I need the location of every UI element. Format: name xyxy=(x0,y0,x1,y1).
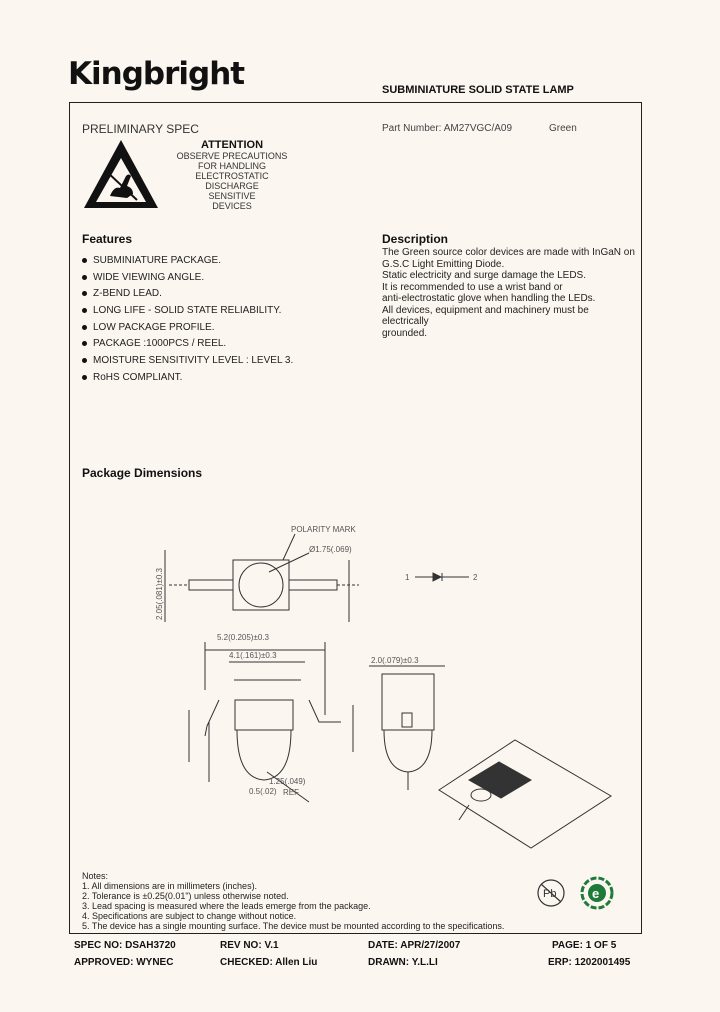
label-width: 2.0(.079)±0.3 xyxy=(371,656,419,665)
description-line: anti-electrostatic glove when handling the LEDs. xyxy=(382,293,596,304)
left-lead xyxy=(189,580,233,590)
label-lead-width: 0.5(.02) xyxy=(249,787,277,796)
label-reference: REF xyxy=(283,788,299,797)
side-view-body xyxy=(235,700,293,730)
notes-block xyxy=(82,871,504,931)
bullet-icon xyxy=(82,341,87,346)
company-logo: Kingbright xyxy=(68,56,245,92)
side-left-lead xyxy=(205,700,219,736)
revision-number: REV NO: V.1 xyxy=(220,940,279,951)
side-view-lens xyxy=(237,730,291,780)
drawn-by: DRAWN: Y.L.LI xyxy=(368,957,438,968)
top-view-lens xyxy=(239,563,283,607)
label-pitch: 2.05(.081)±0.3 xyxy=(155,568,164,620)
note-line: 1. All dimensions are in millimeters (inches). xyxy=(82,881,258,891)
preliminary-spec-label: PRELIMINARY SPEC xyxy=(82,122,199,136)
part-color: Green xyxy=(549,123,577,134)
bullet-icon xyxy=(82,325,87,330)
note-line: 2. Tolerance is ±0.25(0.01") unless otherwise noted. xyxy=(82,891,289,901)
list-item: LOW PACKAGE PROFILE. xyxy=(82,319,352,336)
svg-text:e: e xyxy=(592,886,600,901)
list-item: MOISTURE SENSITIVITY LEVEL : LEVEL 3. xyxy=(82,352,352,369)
description-line: G.S.C Light Emitting Diode. xyxy=(382,258,505,270)
spec-number: SPEC NO: DSAH3720 xyxy=(74,940,176,951)
isometric-body xyxy=(469,762,531,798)
pb-free-icon xyxy=(538,880,564,906)
isometric-pad xyxy=(439,740,611,848)
end-view-lens xyxy=(384,730,432,772)
date: DATE: APR/27/2007 xyxy=(368,940,461,951)
note-line: 3. Lead spacing is measured where the leads emerge from the package. xyxy=(82,901,371,911)
bullet-icon xyxy=(82,291,87,296)
end-view-lead xyxy=(402,713,412,727)
list-item: WIDE VIEWING ANGLE. xyxy=(82,269,352,286)
compliance-marks xyxy=(534,876,618,910)
description-text xyxy=(382,247,637,339)
bullet-icon xyxy=(82,308,87,313)
description-line: The Green source color devices are made with InGaN on xyxy=(382,247,635,258)
attention-title: ATTENTION xyxy=(200,139,264,151)
bullet-icon xyxy=(82,358,87,363)
note-line: 4. Specifications are subject to change without notice. xyxy=(82,911,297,921)
attention-block xyxy=(165,139,299,211)
part-number: Part Number: AM27VGC/A09 xyxy=(382,123,513,134)
list-item: SUBMINIATURE PACKAGE. xyxy=(82,252,352,269)
list-item: LONG LIFE - SOLID STATE RELIABILITY. xyxy=(82,302,352,319)
notes-title: Notes: xyxy=(82,871,109,881)
label-cathode: 2 xyxy=(473,573,478,582)
package-dimensions-heading: Package Dimensions xyxy=(82,466,203,480)
label-anode: 1 xyxy=(405,573,410,582)
note-line: 5. The device has a single mounting surface. The device must be mounted according to the specifications. xyxy=(82,921,505,931)
description-line: All devices, equipment and machinery must be electrically xyxy=(382,304,589,327)
top-view-body xyxy=(233,560,289,610)
label-overall-length: 5.2(0.205)±0.3 xyxy=(217,633,269,642)
description-line: It is recommended to use a wrist band or xyxy=(382,281,563,293)
attention-line: DISCHARGE xyxy=(205,181,259,191)
description-line: Static electricity and surge damage the LEDS. xyxy=(382,270,586,281)
bullet-icon xyxy=(82,375,87,380)
attention-line: DEVICES xyxy=(212,201,252,211)
right-lead xyxy=(289,580,337,590)
polarity-leader xyxy=(283,534,295,560)
description-line: grounded. xyxy=(382,327,428,339)
package-dimensions-drawing xyxy=(69,490,642,870)
attention-line: FOR HANDLING xyxy=(197,161,266,171)
bullet-icon xyxy=(82,258,87,263)
features-list xyxy=(82,252,352,386)
list-item: PACKAGE :1000PCS / REEL. xyxy=(82,335,352,352)
list-item: Z-BEND LEAD. xyxy=(82,285,352,302)
end-view-body xyxy=(382,674,434,730)
document-title: SUBMINIATURE SOLID STATE LAMP xyxy=(382,84,574,96)
label-lens-diameter: Ø1.75(.069) xyxy=(309,545,352,554)
description-heading: Description xyxy=(382,232,449,246)
attention-line: SENSITIVE xyxy=(208,191,256,201)
attention-line: OBSERVE PRECAUTIONS xyxy=(176,151,288,161)
esd-warning-icon xyxy=(80,124,162,212)
list-item: RoHS COMPLIANT. xyxy=(82,369,352,386)
attention-line: ELECTROSTATIC xyxy=(195,171,269,181)
page-number: PAGE: 1 OF 5 xyxy=(552,940,617,951)
rohs-icon xyxy=(582,878,612,908)
bullet-icon xyxy=(82,275,87,280)
checked-by: CHECKED: Allen Liu xyxy=(220,957,318,968)
erp-number: ERP: 1202001495 xyxy=(548,957,631,968)
svg-text:Pb: Pb xyxy=(543,888,557,900)
label-lens-height: 1.25(.049) xyxy=(269,777,306,786)
approved-by: APPROVED: WYNEC xyxy=(74,957,174,968)
label-polarity-mark: POLARITY MARK xyxy=(291,525,356,534)
label-body-length: 4.1(.161)±0.3 xyxy=(229,651,277,660)
features-heading: Features xyxy=(82,232,133,246)
